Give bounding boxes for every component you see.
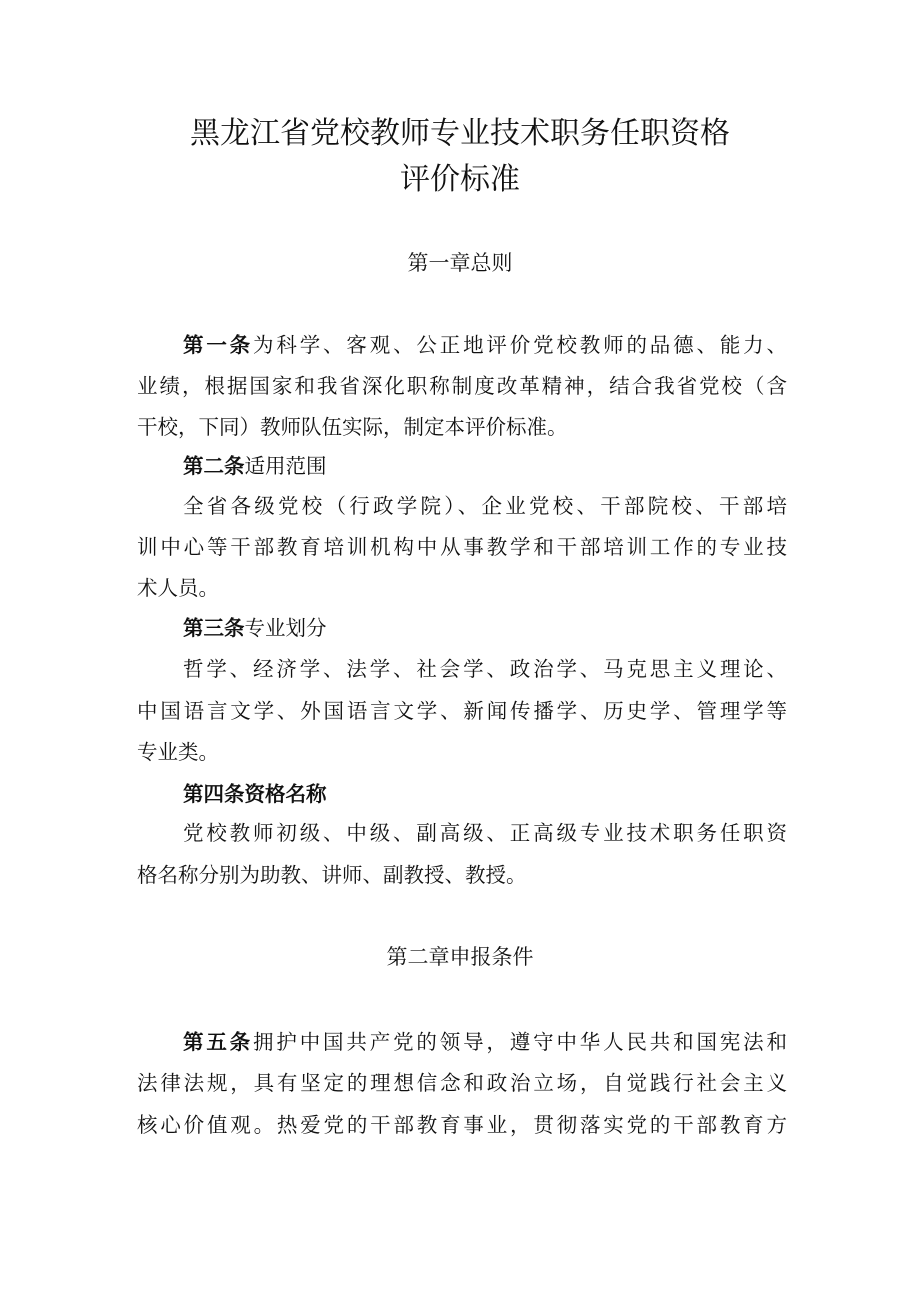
article1-line3: 干校，下同）教师队伍实际，制定本评价标准。 <box>137 415 568 439</box>
article1-line1 <box>183 330 787 360</box>
article1-text1: 为科学、客观、公正地评价党校教师的品德、能力、 <box>253 333 788 357</box>
article2-line2: 训中心等干部教育培训机构中从事教学和干部培训工作的专业技 <box>137 535 787 559</box>
article3-heading <box>183 613 787 643</box>
article3-subject: 专业划分 <box>244 616 327 640</box>
article3-label: 第三条 <box>183 616 245 640</box>
article3-line3: 专业类。 <box>137 740 219 764</box>
article2-line1: 全省各级党校（行政学院）、企业党校、干部院校、干部培 <box>183 494 787 518</box>
article1-label: 第一条 <box>183 333 254 357</box>
article2-heading <box>183 451 787 481</box>
article3-line2: 中国语言文学、外国语言文学、新闻传播学、历史学、管理学等 <box>137 699 787 723</box>
article4-heading <box>183 779 787 809</box>
article1-line2: 业绩，根据国家和我省深化职称制度改革精神，结合我省党校（含 <box>137 374 787 398</box>
article5-line1 <box>183 1027 787 1057</box>
article5-line2: 法律法规，具有坚定的理想信念和政治立场，自觉践行社会主义 <box>137 1071 787 1095</box>
document-title-line1: 黑龙江省党校教师专业技术职务任职资格 <box>190 116 730 151</box>
article4-line2: 格名称分别为助教、讲师、副教授、教授。 <box>137 863 527 887</box>
article5-line3: 核心价值观。热爱党的干部教育事业，贯彻落实党的干部教育方 <box>137 1113 787 1137</box>
article5-text1: 拥护中国共产党的领导，遵守中华人民共和国宪法和 <box>253 1030 788 1054</box>
chapter1-heading: 第一章总则 <box>407 251 513 275</box>
article3-line1: 哲学、经济学、法学、社会学、政治学、马克思主义理论、 <box>183 657 787 681</box>
article4-label: 第四条资格名称 <box>183 782 327 806</box>
article2-label: 第二条 <box>183 454 245 478</box>
document-title-line2: 评价标准 <box>400 162 520 197</box>
article5-label: 第五条 <box>183 1030 254 1054</box>
article2-line3: 术人员。 <box>137 576 219 600</box>
chapter2-heading: 第二章申报条件 <box>386 945 534 969</box>
article2-subject: 适用范围 <box>244 454 327 478</box>
article4-line1: 党校教师初级、中级、副高级、正高级专业技术职务任职资 <box>183 821 787 845</box>
